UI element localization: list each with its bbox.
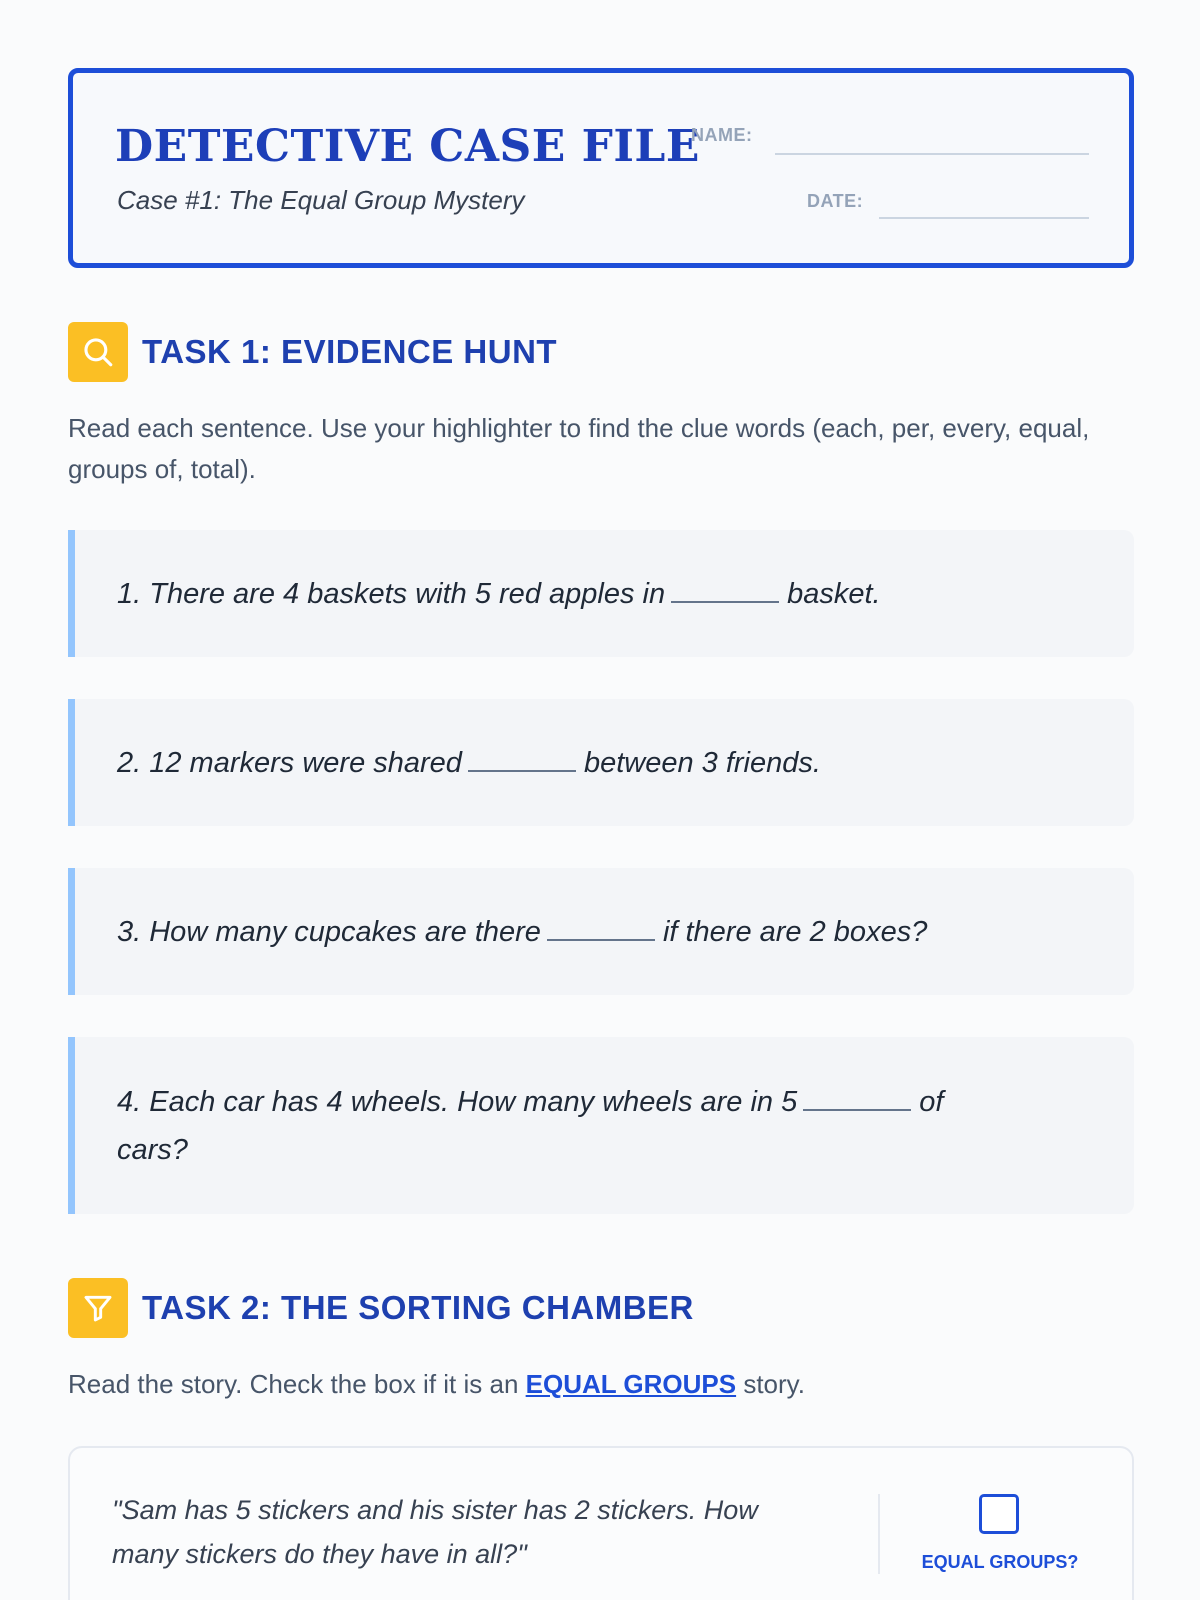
- task1-title: TASK 1: EVIDENCE HUNT: [142, 333, 558, 370]
- sentence-1-blank[interactable]: [671, 581, 779, 603]
- page-title: DETECTIVE CASE FILE: [115, 121, 700, 172]
- story-divider: [878, 1494, 880, 1574]
- name-field[interactable]: [775, 153, 1089, 155]
- sentence-1: [117, 570, 881, 618]
- sentence-card-2: [68, 699, 1134, 826]
- sentence-3-text-after: if there are 2 boxes?: [662, 915, 928, 948]
- task2-header: [68, 1278, 694, 1338]
- name-label: NAME:: [691, 125, 753, 145]
- equal-groups-label: EQUAL GROUPS?: [921, 1552, 1079, 1572]
- sentence-1-text-after: basket.: [787, 577, 881, 610]
- sentence-1-text: 1. There are 4 baskets with 5 red apples in: [117, 577, 666, 610]
- sentence-4-text-after: of cars?: [117, 1085, 944, 1166]
- sentence-3: [117, 908, 927, 956]
- equal-groups-link[interactable]: EQUAL GROUPS: [525, 1369, 737, 1399]
- task2-instructions-end: story.: [743, 1369, 805, 1399]
- case-file-header: [68, 68, 1134, 268]
- sentence-4-blank[interactable]: [803, 1089, 911, 1111]
- case-subtitle: Case #1: The Equal Group Mystery: [117, 185, 525, 215]
- sentence-2-text-after: between 3 friends.: [583, 746, 821, 779]
- story-text: "Sam has 5 stickers and his sister has 2 stickers. How many stickers do they have in all?": [112, 1495, 758, 1569]
- filter-icon: [68, 1278, 128, 1338]
- task1-instructions: Read each sentence. Use your highlighter to find the clue words (each, per, every, equal, groups of, total).: [68, 413, 1090, 484]
- task2-instructions-text: Read the story. Check the box if it is an: [68, 1369, 519, 1399]
- search-icon: [68, 322, 128, 382]
- sentence-card-4: [68, 1037, 1134, 1214]
- sentence-2-text: 2. 12 markers were shared: [117, 746, 462, 779]
- task2-instructions: [68, 1364, 1134, 1405]
- sentence-card-3: [68, 868, 1134, 995]
- task2-title: TASK 2: THE SORTING CHAMBER: [142, 1289, 694, 1326]
- sentence-card-1: [68, 530, 1134, 657]
- date-label: DATE:: [807, 191, 864, 211]
- story-card: [68, 1446, 1134, 1600]
- sentence-3-text: 3. How many cupcakes are there: [117, 915, 541, 948]
- sentence-3-blank[interactable]: [547, 919, 655, 941]
- sentence-4-text: 4. Each car has 4 wheels. How many wheels are in 5: [117, 1085, 798, 1118]
- date-field[interactable]: [879, 217, 1089, 219]
- equal-groups-checkbox[interactable]: [979, 1494, 1019, 1534]
- sentence-4: [117, 1078, 1004, 1174]
- sentence-2: [117, 739, 821, 787]
- task1-header: [68, 322, 557, 382]
- sentence-2-blank[interactable]: [468, 750, 576, 772]
